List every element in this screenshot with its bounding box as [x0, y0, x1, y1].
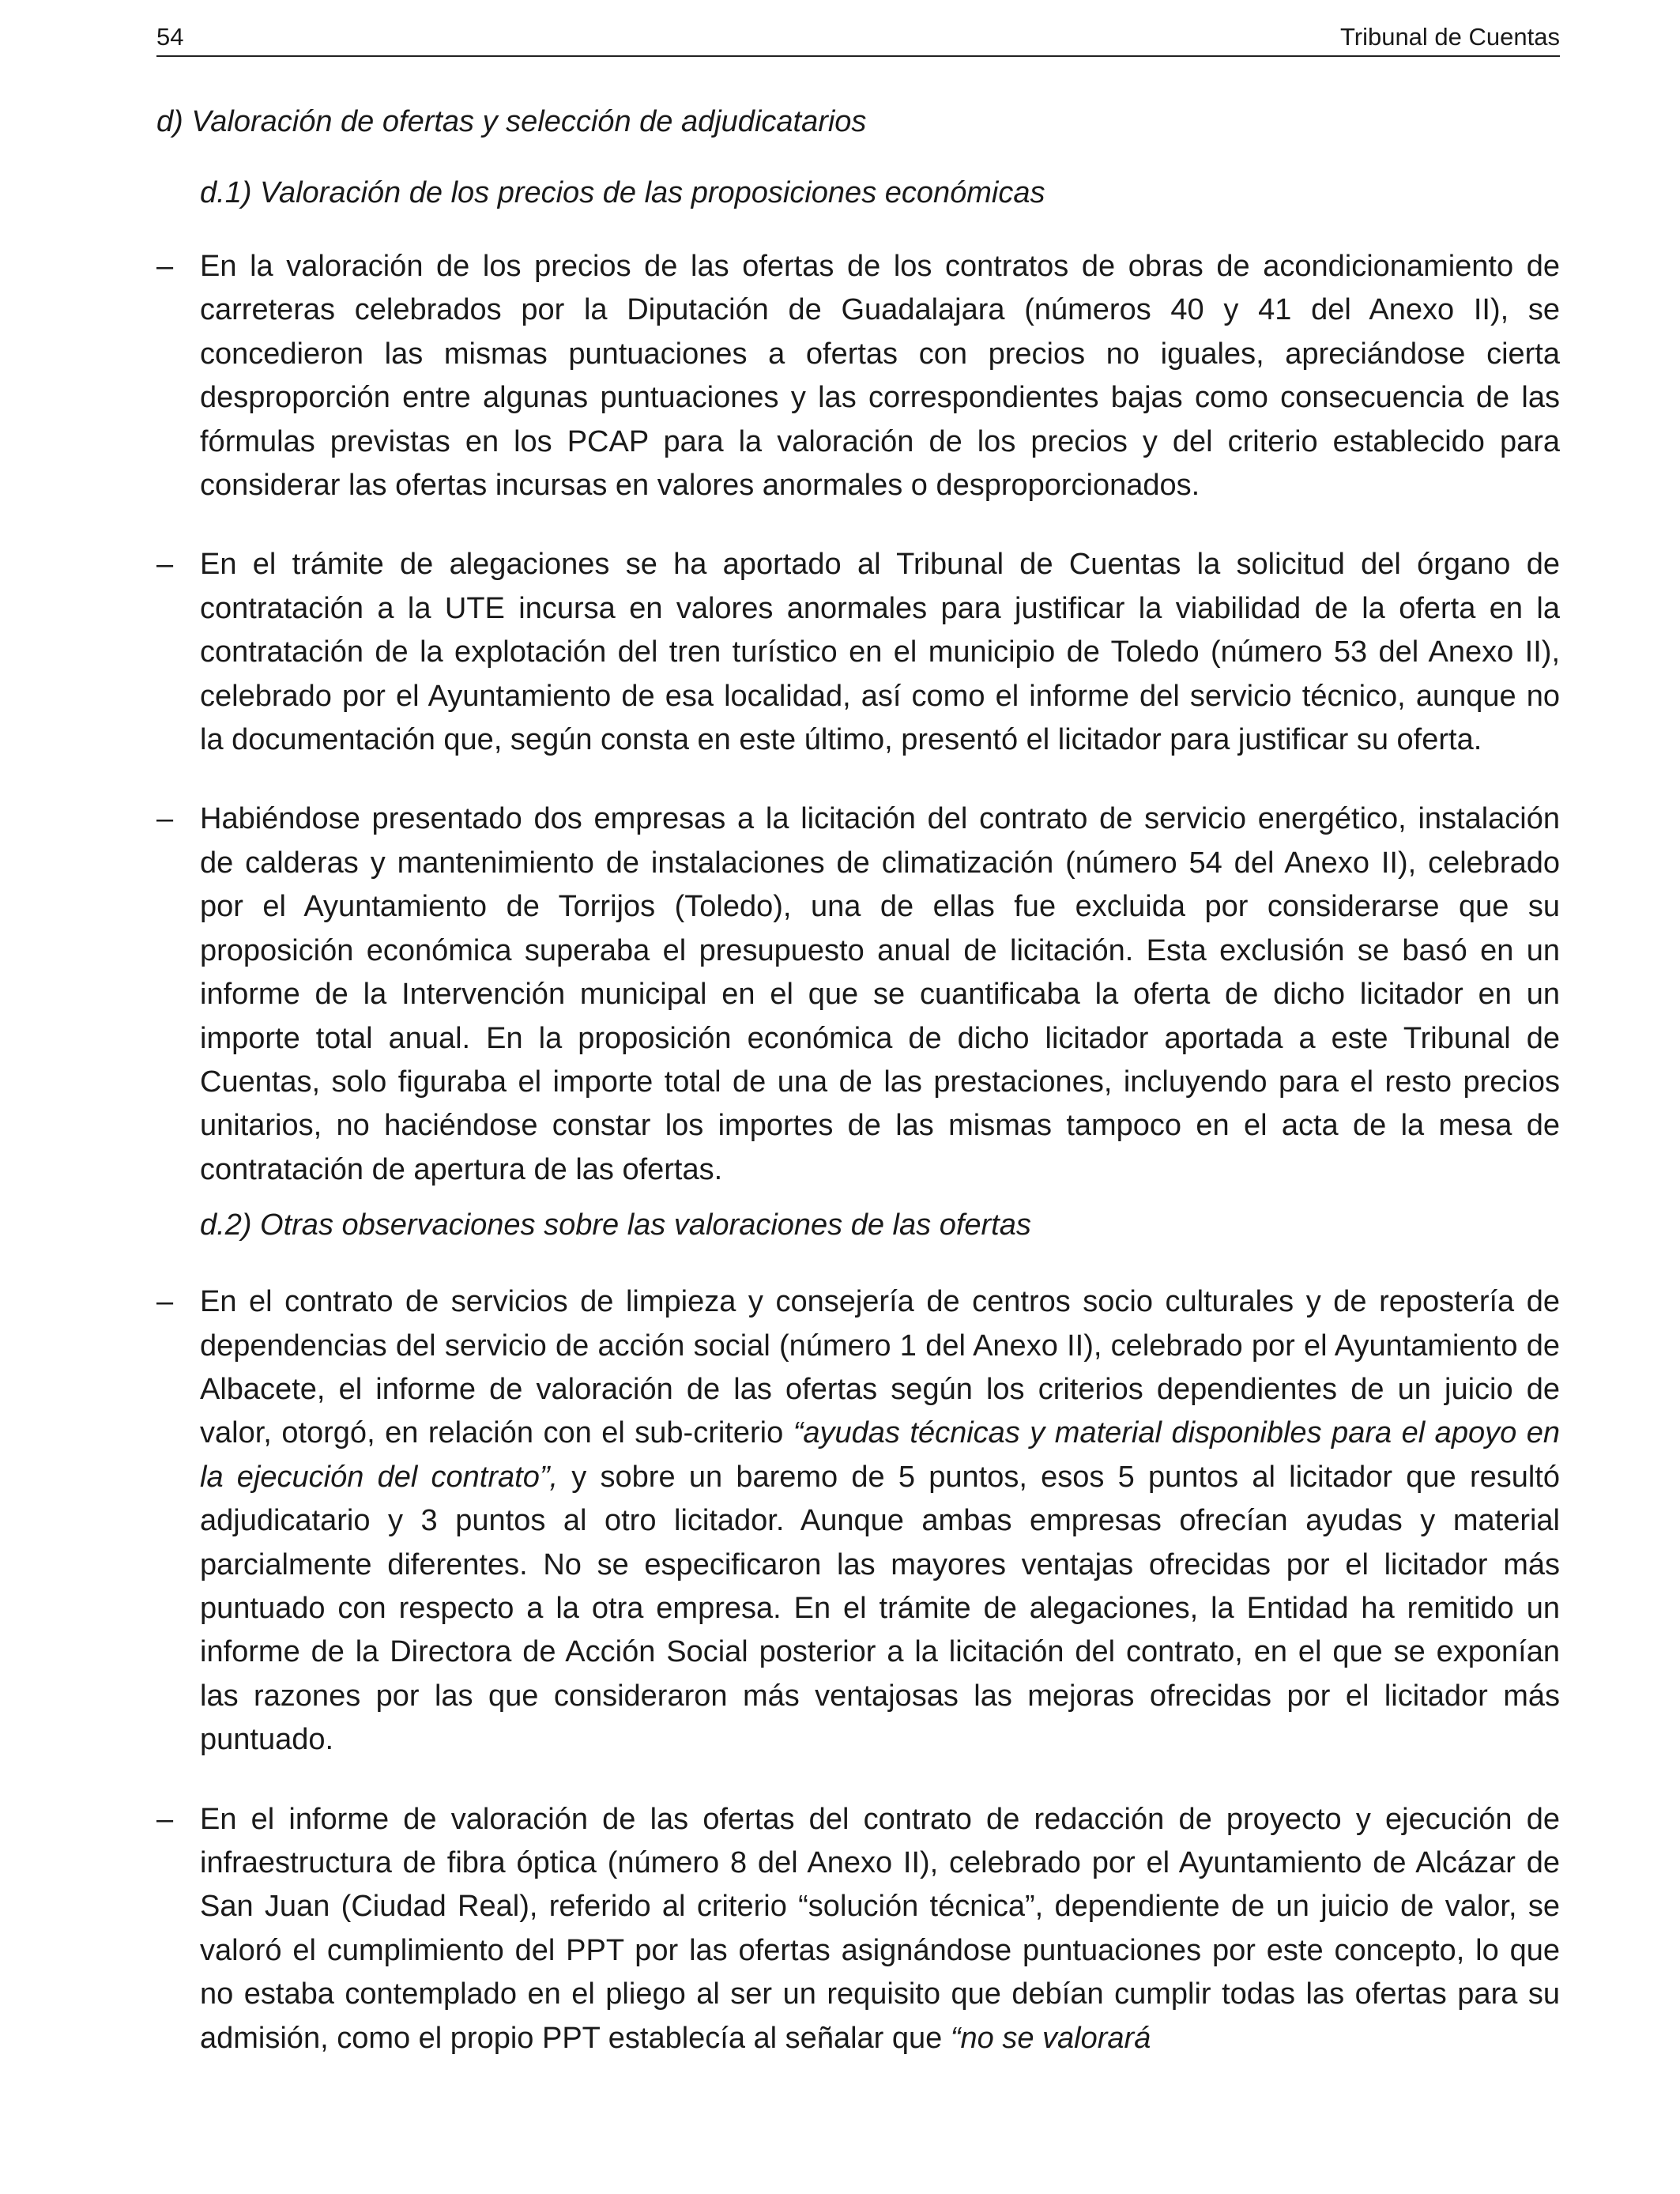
list-item	[156, 245, 1560, 507]
italic-quote: “no se valorará	[950, 2021, 1151, 2055]
bullet-dash: –	[156, 548, 174, 582]
section-heading: d) Valoración de ofertas y selección de adjudicatarios	[156, 105, 867, 138]
list-item	[156, 1798, 1560, 2060]
bullet-dash: –	[156, 1285, 174, 1319]
paragraph-text	[200, 1798, 1560, 2060]
paragraph-text: En la valoración de los precios de las ofertas de los contratos de obras de acondicionamiento de carreteras celebrados por la Diputación de Guadalajara (números 40 y 41 del Anexo II), se concedieron las mismas puntuaciones a ofertas con precios no iguales, apreciándose cierta desproporción entre algunas puntuaciones y las correspondientes bajas como consecuencia de las fórmulas previstas en los PCAP para la valoración de los precios y del criterio establecido para considerar las ofertas incursas en valores anormales o desproporcionados.	[200, 250, 1560, 503]
paragraph-text-part: En el contrato de servicios de limpieza y consejería de centros socio culturales y de repostería de dependencias del servicio de acción social (número 1 del Anexo II), celebrado por el Ayuntamiento de Albacete, el informe de valoración de las ofertas según los criterios dependientes de un juicio de valor, otorgó, en relación con el sub-criterio	[200, 1285, 1560, 1450]
subsection-heading-d2: d.2) Otras observaciones sobre las valoraciones de las ofertas	[200, 1208, 1031, 1242]
page-number: 54	[156, 23, 184, 51]
subsection-heading-d1: d.1) Valoración de los precios de las proposiciones económicas	[200, 176, 1045, 209]
paragraph-text: En el trámite de alegaciones se ha aportado al Tribunal de Cuentas la solicitud del órgano de contratación a la UTE incursa en valores anormales para justificar la viabilidad de la oferta en la contratación de la explotación del tren turístico en el municipio de Toledo (número 53 del Anexo II), celebrado por el Ayuntamiento de esa localidad, así como el informe del servicio técnico, aunque no la documentación que, según consta en este último, presentó el licitador para justificar su oferta.	[200, 548, 1560, 757]
italic-quote: “ayudas técnicas y material disponibles para el apoyo en la ejecución del contrato”,	[200, 1416, 1560, 1494]
bullet-dash: –	[156, 250, 174, 283]
bullet-dash: –	[156, 1802, 174, 1836]
paragraph-text	[200, 1280, 1560, 1762]
paragraph-text-part: y sobre un baremo de 5 puntos, esos 5 puntos al licitador que resultó adjudicatario y 3 puntos al otro licitador. Aunque ambas empresas ofrecían ayudas y material parcialmente diferentes. No se especificaron las mayores ventajas ofrecidas por el licitador más puntuado con respecto a la otra empresa. En el trámite de alegaciones, la Entidad ha remitido un informe de la Directora de Acción Social posterior a la licitación del contrato, en el que se exponían las razones por las que consideraron más ventajosas las mejoras ofrecidas por el licitador más puntuado.	[200, 1460, 1561, 1757]
list-item	[156, 1280, 1560, 1762]
page-body	[156, 98, 1560, 2060]
list-item	[156, 543, 1560, 762]
page-header	[156, 21, 1560, 57]
paragraph-text-part: En el informe de valoración de las ofertas del contrato de redacción de proyecto y ejecución de infraestructura de fibra óptica (número 8 del Anexo II), celebrado por el Ayuntamiento de Alcázar de San Juan (Ciudad Real), referido al criterio “solución técnica”, dependiente de un juicio de valor, se valoró el cumplimiento del PPT por las ofertas asignándose puntuaciones por este concepto, lo que no estaba contemplado en el pliego al ser un requisito que debían cumplir todas las ofertas para su admisión, como el propio PPT establecía al señalar que	[200, 1802, 1560, 2055]
paragraph-text: Habiéndose presentado dos empresas a la licitación del contrato de servicio energético, instalación de calderas y mantenimiento de instalaciones de climatización (número 54 del Anexo II), celebrado por el Ayuntamiento de Torrijos (Toledo), una de ellas fue excluida por considerarse que su proposición económica superaba el presupuesto anual de licitación. Esta exclusión se basó en un informe de la Intervención municipal en el que se cuantificaba la oferta de dicho licitador en un importe total anual. En la proposición económica de dicho licitador aportada a este Tribunal de Cuentas, solo figuraba el importe total de una de las prestaciones, incluyendo para el resto precios unitarios, no haciéndose constar los importes de las mismas tampoco en el acta de la mesa de contratación de apertura de las ofertas.	[200, 802, 1560, 1186]
list-item	[156, 797, 1560, 1192]
running-title: Tribunal de Cuentas	[1339, 23, 1560, 51]
bullet-dash: –	[156, 802, 174, 836]
